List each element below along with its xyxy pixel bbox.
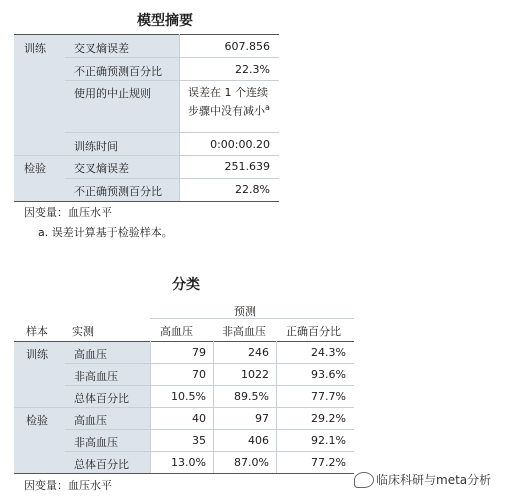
dependent-variable-note: 因变量：血压水平	[24, 479, 112, 492]
actual-label: 高血压	[74, 348, 107, 361]
row-value: 251.639	[224, 160, 270, 173]
col-header-actual: 实测	[72, 325, 94, 338]
header-bottom-border	[14, 341, 354, 342]
row-label: 不正确预测百分比	[74, 185, 162, 198]
header-group-line	[150, 318, 354, 319]
stopping-rule-value	[188, 85, 270, 119]
cell-non-hypertension: 87.0%	[234, 456, 269, 469]
actual-label: 总体百分比	[74, 392, 129, 405]
row-divider	[65, 429, 354, 430]
row-label: 交叉熵误差	[74, 42, 129, 55]
table-bottom-border	[14, 201, 279, 202]
cell-hypertension: 40	[192, 412, 206, 425]
actual-label: 总体百分比	[74, 458, 129, 471]
section-divider	[14, 407, 354, 408]
row-value: 22.8%	[235, 183, 270, 196]
cell-percent-correct: 24.3%	[311, 346, 346, 359]
wechat-icon	[354, 472, 374, 488]
table-bottom-border	[14, 473, 354, 474]
col-header-sample: 样本	[26, 325, 48, 338]
row-label: 不正确预测百分比	[74, 65, 162, 78]
section-divider	[14, 155, 279, 156]
row-value: 0:00:00.20	[210, 138, 270, 151]
row-divider	[65, 132, 279, 133]
row-value: 607.856	[224, 40, 270, 53]
cell-non-hypertension: 406	[248, 434, 269, 447]
section-name: 训练	[24, 42, 46, 55]
sample-name: 训练	[26, 348, 48, 361]
col-header-non-hypertension: 非高血压	[222, 325, 266, 338]
cell-percent-correct: 77.2%	[311, 456, 346, 469]
actual-label: 高血压	[74, 414, 107, 427]
table-top-border	[14, 34, 279, 35]
cell-hypertension: 10.5%	[171, 390, 206, 403]
cell-percent-correct: 92.1%	[311, 434, 346, 447]
cell-hypertension: 70	[192, 368, 206, 381]
cell-hypertension: 79	[192, 346, 206, 359]
classification-title: 分类	[172, 277, 200, 293]
cell-hypertension: 13.0%	[171, 456, 206, 469]
cell-percent-correct: 77.7%	[311, 390, 346, 403]
col-divider	[179, 34, 180, 201]
cell-hypertension: 35	[192, 434, 206, 447]
col-header-hypertension: 高血压	[160, 325, 193, 338]
row-label: 使用的中止规则	[74, 87, 151, 100]
row-divider	[65, 385, 354, 386]
actual-label: 非高血压	[74, 436, 118, 449]
col-divider	[276, 341, 277, 473]
row-divider	[65, 178, 279, 179]
footnote-a: a. 误差计算基于检验样本。	[38, 226, 173, 239]
cell-non-hypertension: 97	[255, 412, 269, 425]
row-divider	[65, 363, 354, 364]
watermark-text: 临床科研与meta分析	[376, 473, 492, 487]
dependent-variable-note: 因变量：血压水平	[24, 206, 112, 219]
row-label: 训练时间	[74, 140, 118, 153]
actual-label: 非高血压	[74, 370, 118, 383]
col-divider	[213, 341, 214, 473]
stopping-rule-text: 误差在 1 个连续步骤中没有减小	[188, 86, 268, 118]
cell-non-hypertension: 246	[248, 346, 269, 359]
row-divider	[65, 80, 279, 81]
header-group-predicted: 预测	[234, 305, 256, 318]
row-label: 交叉熵误差	[74, 162, 129, 175]
col-divider	[150, 341, 151, 473]
row-divider	[65, 57, 279, 58]
section-name: 检验	[24, 162, 46, 175]
sample-name: 检验	[26, 414, 48, 427]
footnote-marker: a	[265, 103, 270, 112]
cell-percent-correct: 93.6%	[311, 368, 346, 381]
cell-non-hypertension: 1022	[241, 368, 269, 381]
row-divider	[65, 451, 354, 452]
model-summary-title: 模型摘要	[137, 13, 193, 29]
col-header-percent-correct: 正确百分比	[286, 325, 341, 338]
cell-percent-correct: 29.2%	[311, 412, 346, 425]
cell-non-hypertension: 89.5%	[234, 390, 269, 403]
row-value: 22.3%	[235, 63, 270, 76]
